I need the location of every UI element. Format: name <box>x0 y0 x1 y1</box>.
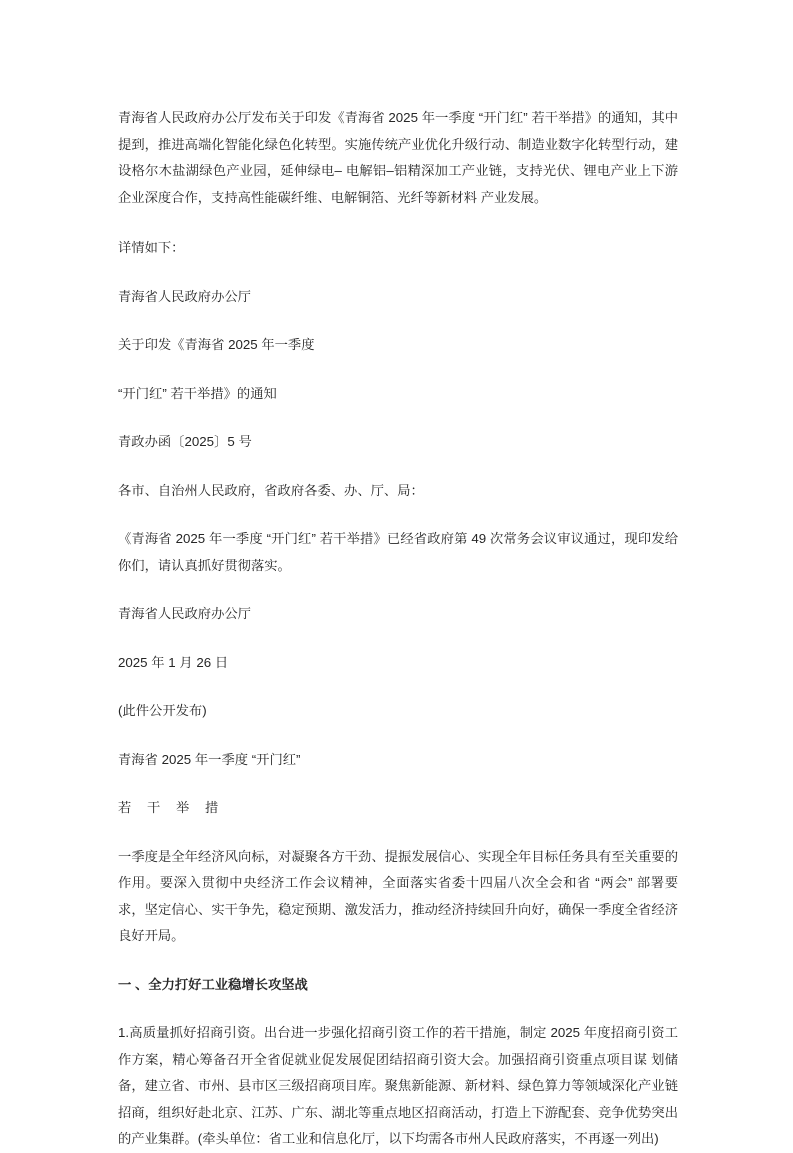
paragraph-notice-title-line-2: “开门红” 若干举措》的通知 <box>118 385 277 401</box>
paragraph-issuing-office-1: 青海省人民政府办公厅 <box>118 288 251 304</box>
paragraph-measures-title-line-2: 若 干 举 措 <box>118 800 225 815</box>
paragraph-details-label: 详情如下： <box>118 240 185 255</box>
paragraph-issuing-office-2: 青海省人民政府办公厅 <box>118 606 251 621</box>
paragraph-publication-note: (此件公开发布) <box>118 703 207 718</box>
paragraph-document-number: 青政办函〔2025〕5 号 <box>118 434 252 449</box>
paragraph-measures-title-line-1: 青海省 2025 年一季度 “开门红” <box>118 751 301 767</box>
document-body <box>118 105 678 1153</box>
section-heading-industry: 一 、全力打好工业稳增长攻坚战 <box>118 976 308 992</box>
paragraph-summary: 青海省人民政府办公厅发布关于印发《青海省 2025 年一季度 “开门红” 若干举措》的通知，其中提到，推进高端化智能化绿色化转型。实施传统产业优化升级行动、制造业数字化转型行动，建设格尔木盐湖绿色产业园，延伸绿电– 电解铝–铝精深加工产业链，支持光伏、锂电产业上下游企业深度合作，支持高性能碳纤维、电解铜箔、光纤等新材料 产业发展。 <box>118 110 678 205</box>
paragraph-approval-statement: 《青海省 2025 年一季度 “开门红” 若干举措》已经省政府第 49 次常务会议审议通过，现印发给你们，请认真抓好贯彻落实。 <box>118 531 678 573</box>
paragraph-notice-title-line-1: 关于印发《青海省 2025 年一季度 <box>118 337 315 352</box>
paragraph-issue-date: 2025 年 1 月 26 日 <box>118 654 229 670</box>
paragraph-recipients: 各市、自治州人民政府，省政府各委、办、厅、局： <box>118 482 424 498</box>
paragraph-measure-1-1: 1.高质量抓好招商引资。出台进一步强化招商引资工作的若干措施，制定 2025 年度招商引资工作方案，精心筹备召开全省促就业促发展促团结招商引资大会。加强招商引资重点项目谋 划储备，建立省、市州、县市区三级招商项目库。聚焦新能源、新材料、绿色算力等领域深化产业链招商，组织好赴北京、江苏、广东、湖北等重点地区招商活动，打造上下游配套、竞争优势突出的产业集群。(牵头单位：省工业和信息化厅，以下均需各市州人民政府落实，不再逐一列出) <box>118 1025 678 1146</box>
paragraph-preamble: 一季度是全年经济风向标，对凝聚各方干劲、提振发展信心、实现全年目标任务具有至关重要的作用。要深入贯彻中央经济工作会议精神，全面落实省委十四届八次全会和省 “两会” 部署要求，坚定信心、实干争先，稳定预期、激发活力，推动经济持续回升向好，确保一季度全省经济良好开局。 <box>118 848 678 943</box>
